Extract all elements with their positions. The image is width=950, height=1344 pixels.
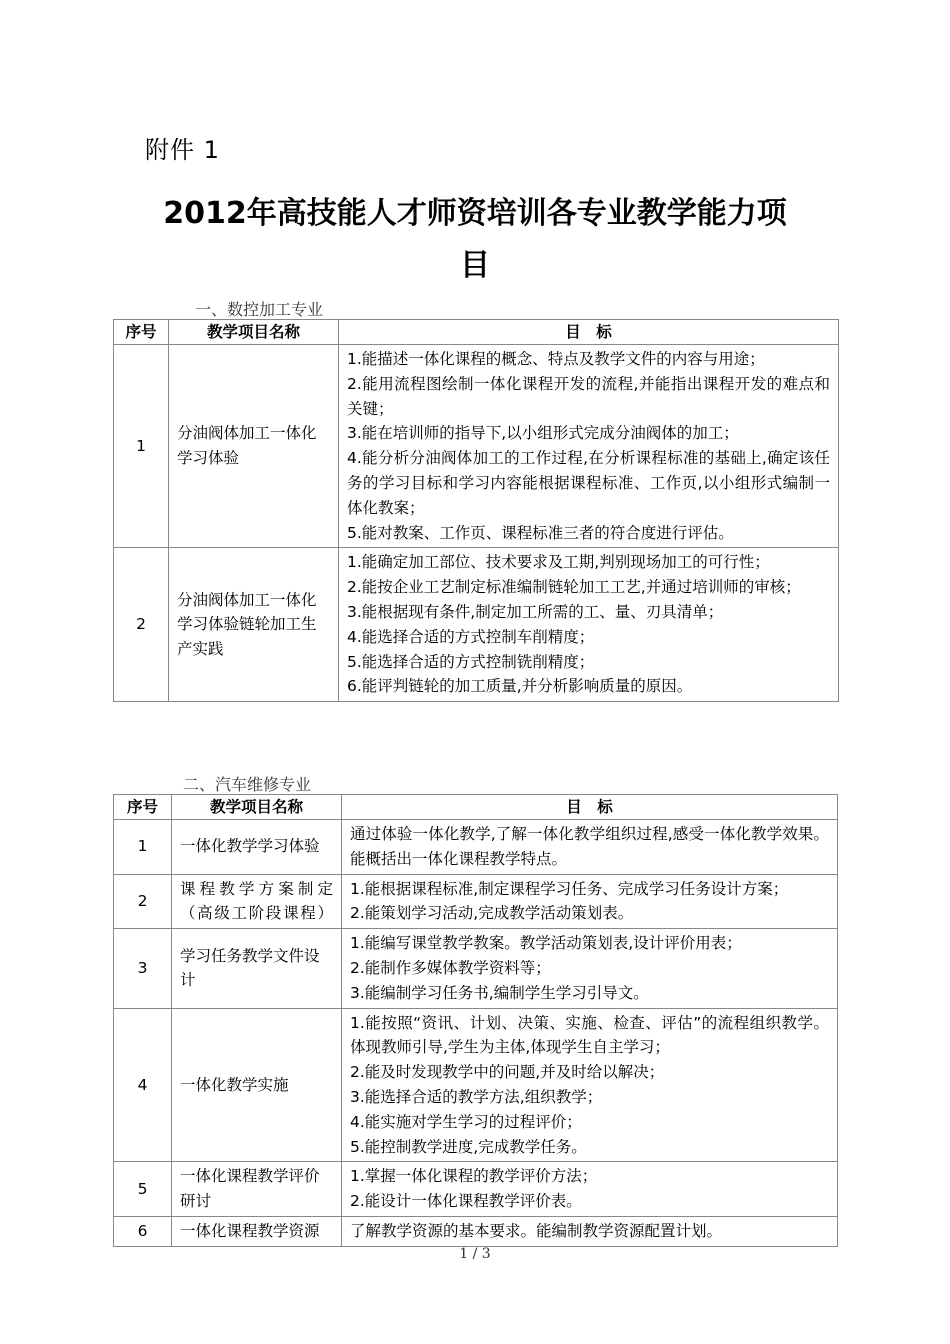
goal-item: 4.能实施对学生学习的过程评价； — [350, 1112, 582, 1131]
goal-item: 1.能确定加工部位、技术要求及工期,判别现场加工的可行性； — [347, 553, 770, 572]
header-index: 序号 — [114, 320, 169, 345]
title-line-1: 2012年高技能人才师资培训各专业教学能力项 — [163, 196, 787, 231]
row-project: 分油阀体加工一体化学习体验链轮加工生产实践 — [169, 548, 339, 702]
row-goals — [342, 1008, 838, 1162]
row-project: 学习任务教学文件设计 — [172, 929, 342, 1008]
title-line-2: 目 — [460, 248, 490, 283]
goal-item: 1.掌握一体化课程的教学评价方法； — [350, 1167, 598, 1186]
goal-item: 3.能选择合适的教学方法,组织教学； — [350, 1087, 603, 1106]
section-label-cnc: 一、数控加工专业 — [195, 300, 324, 319]
row-goals — [342, 1216, 838, 1246]
goal-item: 3.能在培训师的指导下,以小组形式完成分油阀体的加工； — [347, 424, 739, 443]
row-index: 5 — [114, 1162, 172, 1217]
header-project: 教学项目名称 — [169, 320, 339, 345]
row-project: 一体化教学学习体验 — [172, 820, 342, 875]
row-index: 3 — [114, 929, 172, 1008]
goal-item: 2.能及时发现教学中的问题,并及时给以解决； — [350, 1063, 665, 1082]
goal-item: 通过体验一体化教学,了解一体化教学组织过程,感受一体化教学效果。能概括出一体化课程教学特点。 — [350, 825, 829, 868]
row-index: 1 — [114, 820, 172, 875]
table-row — [114, 1216, 838, 1246]
header-goal: 目 标 — [339, 320, 839, 345]
goal-item: 5.能对教案、工作页、课程标准三者的符合度进行评估。 — [347, 523, 734, 542]
goal-item: 1.能编写课堂教学教案。教学活动策划表,设计评价用表； — [350, 934, 742, 953]
row-project: 一体化课程教学评价研讨 — [172, 1162, 342, 1217]
table-row — [114, 548, 839, 702]
goal-item: 3.能编制学习任务书,编制学生学习引导文。 — [350, 983, 649, 1002]
goal-item: 4.能选择合适的方式控制车削精度； — [347, 627, 595, 646]
row-project: 一体化课程教学资源 — [172, 1216, 342, 1246]
page-number: 1 / 3 — [459, 1246, 491, 1262]
goal-item: 2.能设计一体化课程教学评价表。 — [350, 1192, 582, 1211]
table-row — [114, 345, 839, 548]
goal-item: 1.能根据课程标准,制定课程学习任务、完成学习任务设计方案； — [350, 879, 789, 898]
goal-item: 2.能策划学习活动,完成教学活动策划表。 — [350, 904, 634, 923]
goal-item: 2.能用流程图绘制一体化课程开发的流程,并能指出课程开发的难点和关键； — [347, 374, 830, 418]
table-row — [114, 1162, 838, 1217]
row-project: 一体化教学实施 — [172, 1008, 342, 1162]
row-index: 2 — [114, 548, 169, 702]
goal-item: 3.能根据现有条件,制定加工所需的工、量、刃具清单； — [347, 602, 724, 621]
row-index: 4 — [114, 1008, 172, 1162]
table-header-row — [114, 795, 838, 820]
row-goals — [339, 548, 839, 702]
header-index: 序号 — [114, 795, 172, 820]
row-goals — [339, 345, 839, 548]
section-label-auto: 二、汽车维修专业 — [183, 775, 312, 794]
row-project: 课程教学方案制定（高级工阶段课程） — [172, 874, 342, 929]
goal-item: 5.能控制教学进度,完成教学任务。 — [350, 1137, 587, 1156]
goal-item: 5.能选择合适的方式控制铣削精度； — [347, 652, 595, 671]
row-index: 1 — [114, 345, 169, 548]
goal-item: 1.能按照“资讯、计划、决策、实施、检查、评估”的流程组织教学。体现教师引导,学生为主体,体现学生自主学习； — [350, 1013, 829, 1057]
row-goals — [342, 874, 838, 929]
goal-item: 了解教学资源的基本要求。能编制教学资源配置计划。 — [350, 1221, 723, 1240]
auto-table — [113, 794, 838, 1247]
table-header-row — [114, 320, 839, 345]
attachment-label: 附件 1 — [145, 136, 220, 164]
cnc-table — [113, 319, 839, 702]
goal-item: 2.能制作多媒体教学资料等； — [350, 958, 551, 977]
goal-item: 2.能按企业工艺制定标准编制链轮加工工艺,并通过培训师的审核； — [347, 578, 801, 597]
row-goals — [342, 1162, 838, 1217]
table-row — [114, 874, 838, 929]
row-index: 6 — [114, 1216, 172, 1246]
header-goal: 目 标 — [342, 795, 838, 820]
goal-item: 6.能评判链轮的加工质量,并分析影响质量的原因。 — [347, 677, 693, 696]
table-row — [114, 820, 838, 875]
row-goals — [342, 929, 838, 1008]
goal-item: 4.能分析分油阀体加工的工作过程,在分析课程标准的基础上,确定该任务的学习目标和学习内容能根据课程标准、工作页,以小组形式编制一体化教案； — [347, 449, 830, 517]
goal-item: 1.能描述一体化课程的概念、特点及教学文件的内容与用途； — [347, 350, 765, 368]
header-project: 教学项目名称 — [172, 795, 342, 820]
row-index: 2 — [114, 874, 172, 929]
row-goals — [342, 820, 838, 875]
document-title — [100, 188, 850, 292]
table-row — [114, 1008, 838, 1162]
table-row — [114, 929, 838, 1008]
row-project: 分油阀体加工一体化学习体验 — [169, 345, 339, 548]
